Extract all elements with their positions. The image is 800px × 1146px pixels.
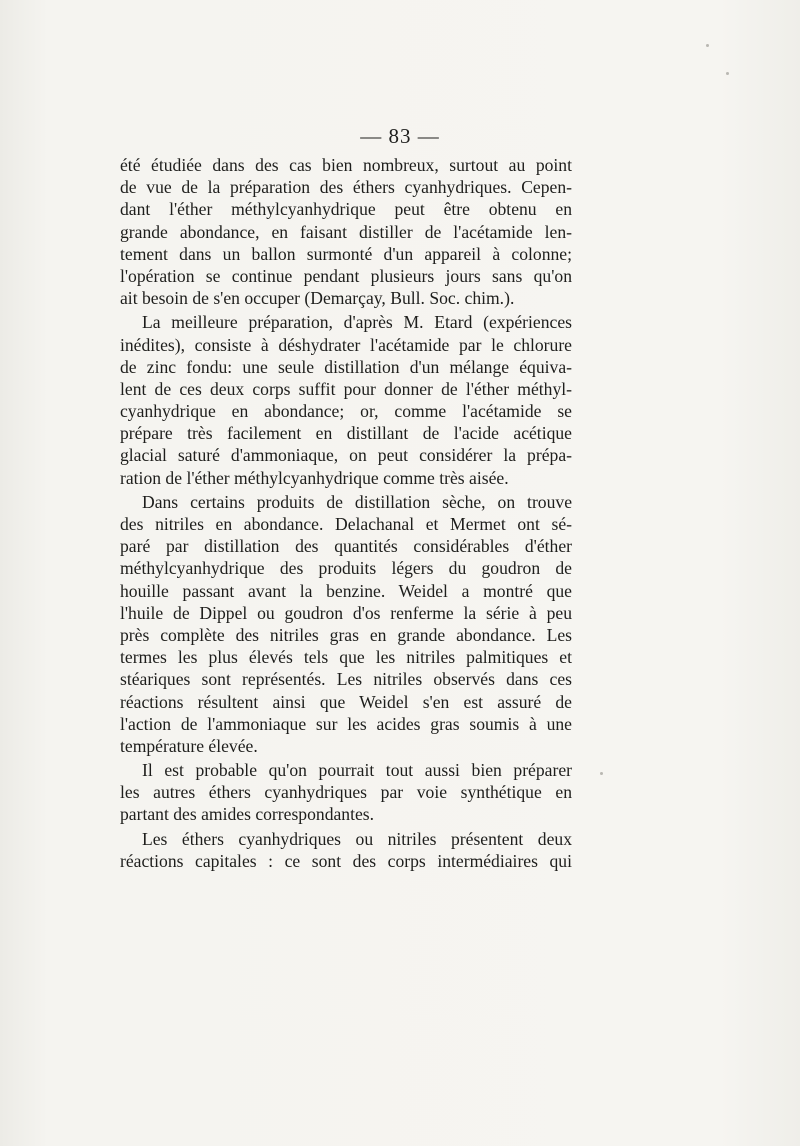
paragraph-line: des nitriles en abondance. Delachanal et Mermet ont sé- — [120, 514, 572, 534]
paragraph-line: Dans certains produits de distillation sèche, on trouve — [142, 491, 572, 512]
paragraph-line: Les éthers cyanhydriques ou nitriles présentent deux — [142, 828, 572, 849]
paragraph-line: ait besoin de s'en occuper (Demarçay, Bull. Soc. chim.). — [120, 288, 515, 309]
paragraph-line: ration de l'éther méthylcyanhydrique comme très aisée. — [120, 467, 509, 488]
paragraph-line: termes les plus élevés tels que les nitriles palmitiques et — [120, 647, 572, 668]
paragraph-line: La meilleure préparation, d'après M. Etard (expériences — [142, 312, 572, 333]
paragraph-line: stéariques sont représentés. Les nitriles observés dans ces — [120, 669, 572, 690]
paragraph-line: réactions résultent ainsi que Weidel s'en est assuré de — [120, 691, 572, 712]
paragraph-line: inédites), consiste à déshydrater l'acétamide par le chlorure — [120, 334, 572, 355]
paragraph-line: près complète des nitriles gras en grande abondance. Les — [120, 624, 572, 645]
paragraph-line: l'opération se continue pendant plusieurs jours sans qu'on — [120, 265, 572, 286]
paragraph-line: glacial saturé d'ammoniaque, on peut considérer la prépa- — [120, 445, 572, 466]
paragraph-line: houille passant avant la benzine. Weidel a montré que — [120, 580, 572, 601]
page-number: — 83 — — [360, 124, 440, 148]
paper-speck — [726, 72, 729, 75]
paragraph-line: réactions capitales : ce sont des corps intermédiaires qui — [120, 850, 572, 871]
paragraph-2 — [120, 311, 572, 489]
paragraph-4 — [120, 759, 572, 826]
paragraph-3 — [120, 491, 572, 757]
body-text — [120, 154, 572, 874]
paragraph-line: méthylcyanhydrique des produits légers du goudron de — [120, 558, 572, 579]
paragraph-line: lent de ces deux corps suffit pour donner de l'éther méthyl- — [120, 378, 572, 399]
paragraph-line: paré par distillation des quantités considérables d'éther — [120, 536, 572, 557]
paragraph-line: dant l'éther méthylcyanhydrique peut être obtenu en — [120, 199, 572, 220]
paragraph-line: grande abondance, en faisant distiller de l'acétamide len- — [120, 221, 572, 242]
paragraph-line: Il est probable qu'on pourrait tout aussi bien préparer — [142, 760, 572, 781]
paragraph-line: température élevée. — [120, 735, 258, 756]
paragraph-line: cyanhydrique en abondance; or, comme l'acétamide se — [120, 401, 572, 422]
paragraph-line: l'action de l'ammoniaque sur les acides gras soumis à une — [120, 713, 572, 734]
paragraph-line: de zinc fondu: une seule distillation d'un mélange équiva- — [120, 356, 572, 377]
paragraph-line: prépare très facilement en distillant de l'acide acétique — [120, 423, 572, 444]
paragraph-line: été étudiée dans des cas bien nombreux, surtout au point — [120, 155, 572, 175]
paragraph-line: de vue de la préparation des éthers cyanhydriques. Cepen- — [120, 177, 572, 198]
paragraph-5 — [120, 828, 572, 872]
paragraph-1 — [120, 154, 572, 309]
paper-speck — [706, 44, 709, 47]
paragraph-line: tement dans un ballon surmonté d'un appareil à colonne; — [120, 243, 572, 264]
paper-speck — [600, 772, 603, 775]
paragraph-line: les autres éthers cyanhydriques par voie synthétique en — [120, 782, 572, 803]
paragraph-line: l'huile de Dippel ou goudron d'os renferme la série à peu — [120, 602, 572, 623]
paragraph-line: partant des amides correspondantes. — [120, 804, 375, 825]
